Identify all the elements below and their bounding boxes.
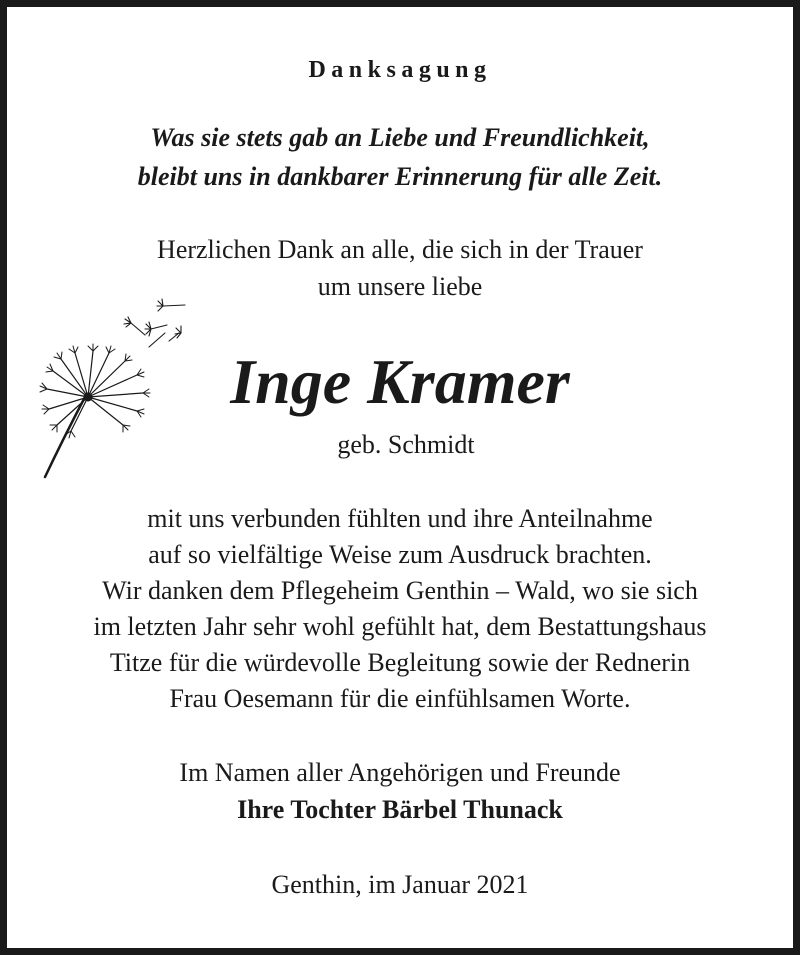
- heading: Danksagung: [308, 57, 492, 83]
- obituary-notice: [7, 7, 793, 948]
- deceased-name: Inge Kramer: [230, 346, 570, 417]
- body-line-6: Frau Oesemann für die einfühlsamen Worte.: [169, 684, 631, 713]
- birth-name: geb. Schmidt: [337, 430, 475, 459]
- body-line-5: Titze für die würdevolle Begleitung sowie der Rednerin: [109, 648, 691, 677]
- signer-name: Ihre Tochter Bärbel Thunack: [237, 795, 563, 824]
- body-line-3: Wir danken dem Pflegeheim Genthin – Wald, wo sie sich: [102, 576, 698, 605]
- place-date: Genthin, im Januar 2021: [271, 870, 529, 899]
- on-behalf-line: Im Namen aller Angehörigen und Freunde: [179, 758, 621, 787]
- intro-line-2: um unsere liebe: [317, 272, 483, 301]
- motto-line-1: Was sie stets gab an Liebe und Freundlichkeit,: [150, 123, 650, 152]
- body-line-4: im letzten Jahr sehr wohl gefühlt hat, dem Bestattungshaus: [93, 612, 707, 641]
- body-line-1: mit uns verbunden fühlten und ihre Anteilnahme: [147, 504, 653, 533]
- body-line-2: auf so vielfältige Weise zum Ausdruck brachten.: [148, 540, 652, 569]
- motto-line-2: bleibt uns in dankbarer Erinnerung für alle Zeit.: [137, 162, 663, 191]
- intro-line-1: Herzlichen Dank an alle, die sich in der Trauer: [157, 235, 643, 264]
